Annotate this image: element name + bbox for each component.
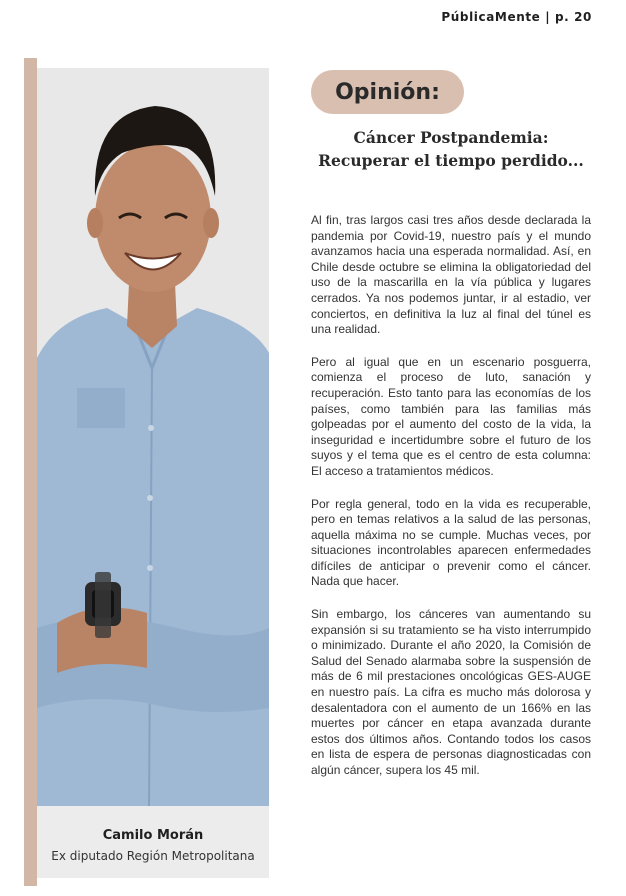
section-label: Opinión:	[335, 79, 440, 105]
accent-bar	[24, 58, 37, 886]
article-paragraph: Por regla general, todo en la vida es recuperable, pero en temas relativos a la salud de las personas, aquella máxima no se cumple. Muchas veces, por situaciones incontrolables aparecen enfermedades difíciles de anticipar o prevenir como el cáncer. Nada que hacer.	[311, 496, 591, 589]
section-label-badge	[311, 70, 464, 114]
page-header: PúblicaMente | p. 20	[441, 10, 592, 24]
author-photo	[37, 68, 269, 806]
author-name: Camilo Morán	[102, 828, 204, 843]
article-paragraph: Pero al igual que en un escenario posguerra, comienza el proceso de luto, sanación y recuperación. Esto tanto para las economías de los países, como también para las familias más golpeadas por el aumento del costo de la vida, la inseguridad e incertidumbre sobre el futuro de los suyos y el tema que es el centro de esta columna: El acceso a tratamientos médicos.	[311, 354, 591, 478]
photo-caption	[37, 806, 269, 878]
article-body	[311, 213, 591, 796]
author-role: Ex diputado Región Metropolitana	[51, 849, 255, 863]
article-title: Cáncer Postpandemia: Recuperar el tiempo perdido...	[318, 128, 584, 170]
article-paragraph: Sin embargo, los cánceres van aumentando su expansión si su tratamiento se ha visto interrumpido o minimizado. Durante el año 2020, la Comisión de Salud del Senado alarmaba sobre la suspensión de más de 6 mil prestaciones oncológicas GES-AUGE en nuestro país. La cifra es mucho más dolorosa y desalentadora con el aumento de un 166% en las muertes por cáncer en etapa avanzada durante estos dos últimos años. Contando todos los casos en lista de espera de personas diagnosticadas con algún cáncer, supera los 45 mil.	[311, 607, 591, 777]
article-paragraph: Al fin, tras largos casi tres años desde declarada la pandemia por Covid-19, nuestro país y el mundo avanzamos hacia una esperada normalidad. Así, en Chile desde octubre se elimina la obligatoriedad del uso de la mascarilla en la vía pública y lugares cerrados. Ya nos podemos juntar, ir al estadio, ver conciertos, en definitiva la luz al final del túnel es una realidad.	[311, 213, 591, 337]
